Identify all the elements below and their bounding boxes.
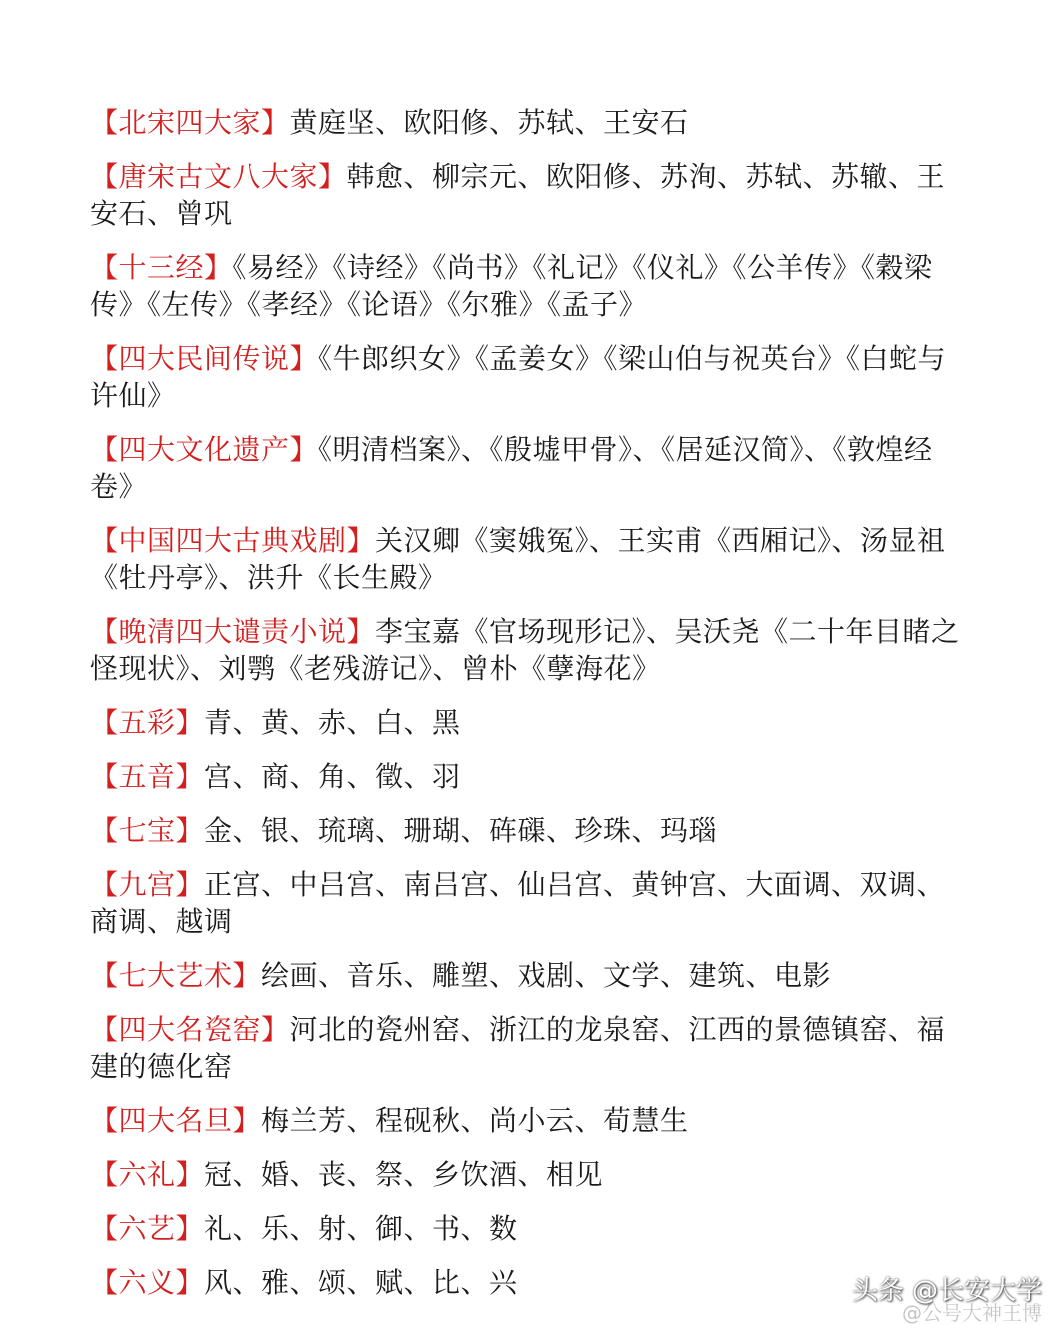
entry-northern-song-four-masters bbox=[90, 104, 970, 141]
entry-five-colors bbox=[90, 704, 970, 741]
entry-tag: 【四大名瓷窑】 bbox=[90, 1013, 290, 1046]
entry-content: 关汉卿《窦娥冤》、王实甫《西厢记》、汤显祖《牡丹亭》、洪升《长生殿》 bbox=[90, 524, 946, 594]
entry-six-arts bbox=[90, 1210, 970, 1247]
entry-four-famous-dan bbox=[90, 1102, 970, 1139]
entry-eight-prose-masters bbox=[90, 158, 970, 232]
entry-content: 绘画、音乐、雕塑、戏剧、文学、建筑、电影 bbox=[261, 959, 832, 992]
entry-tag: 【北宋四大家】 bbox=[90, 106, 290, 139]
entry-content: 青、黄、赤、白、黑 bbox=[204, 706, 461, 739]
entry-content: 正宫、中吕宫、南吕宫、仙吕宫、黄钟宫、大面调、双调、商调、越调 bbox=[90, 868, 946, 938]
entry-nine-modes bbox=[90, 866, 970, 940]
entry-five-tones bbox=[90, 758, 970, 795]
entry-tag: 【六义】 bbox=[90, 1266, 205, 1299]
entry-tag: 【七宝】 bbox=[90, 814, 205, 847]
entry-four-cultural-heritages bbox=[90, 431, 970, 505]
entry-four-satirical-novels bbox=[90, 613, 970, 687]
entry-tag: 【六礼】 bbox=[90, 1158, 205, 1191]
entry-six-principles bbox=[90, 1264, 970, 1301]
watermark: 头条 @长安大学 bbox=[851, 1276, 1042, 1306]
entry-content: 金、银、琉璃、珊瑚、砗磲、珍珠、玛瑙 bbox=[204, 814, 718, 847]
entry-seven-arts bbox=[90, 957, 970, 994]
entry-seven-treasures bbox=[90, 812, 970, 849]
entry-content: 河北的瓷州窑、浙江的龙泉窑、江西的景德镇窑、福建的德化窑 bbox=[90, 1013, 946, 1083]
entry-content: 风、雅、颂、赋、比、兴 bbox=[204, 1266, 518, 1299]
entry-tag: 【七大艺术】 bbox=[90, 959, 262, 992]
entry-tag: 【唐宋古文八大家】 bbox=[90, 160, 347, 193]
entry-tag: 【晚清四大谴责小说】 bbox=[90, 615, 376, 648]
entry-tag: 【四大文化遗产】 bbox=[90, 433, 319, 466]
entry-four-folk-legends bbox=[90, 340, 970, 414]
entry-content: 宫、商、角、徵、羽 bbox=[204, 760, 461, 793]
entry-content: 礼、乐、射、御、书、数 bbox=[204, 1212, 518, 1245]
entry-tag: 【中国四大古典戏剧】 bbox=[90, 524, 376, 557]
entry-six-rites bbox=[90, 1156, 970, 1193]
entry-tag: 【四大名旦】 bbox=[90, 1104, 262, 1137]
entry-content: 梅兰芳、程砚秋、尚小云、荀慧生 bbox=[261, 1104, 689, 1137]
entry-tag: 【六艺】 bbox=[90, 1212, 205, 1245]
watermark-sub: @公号大神王博 bbox=[902, 1301, 1042, 1325]
entry-tag: 【十三经】 bbox=[90, 251, 233, 284]
entry-content: 李宝嘉《官场现形记》、吴沃尧《二十年目睹之怪现状》、刘鹗《老残游记》、曾朴《孽海花》 bbox=[90, 615, 960, 685]
entry-tag: 【五彩】 bbox=[90, 706, 205, 739]
entry-four-porcelain-kilns bbox=[90, 1011, 970, 1085]
entry-four-classical-dramas bbox=[90, 522, 970, 596]
entry-tag: 【五音】 bbox=[90, 760, 205, 793]
entry-thirteen-classics bbox=[90, 249, 970, 323]
entry-tag: 【四大民间传说】 bbox=[90, 342, 319, 375]
entry-content: 《牛郎织女》《孟姜女》《梁山伯与祝英台》《白蛇与许仙》 bbox=[90, 342, 947, 412]
document-body bbox=[90, 104, 970, 1318]
entry-tag: 【九宫】 bbox=[90, 868, 205, 901]
entry-content: 韩愈、柳宗元、欧阳修、苏洵、苏轼、苏辙、王安石、曾巩 bbox=[90, 160, 946, 230]
entry-content: 《明清档案》、《殷墟甲骨》、《居延汉简》、《敦煌经卷》 bbox=[90, 433, 933, 503]
entry-content: 《易经》《诗经》《尚书》《礼记》《仪礼》《公羊传》《穀梁传》《左传》《孝经》《论语》《尔雅》《孟子》 bbox=[90, 251, 933, 321]
entry-content: 黄庭坚、欧阳修、苏轼、王安石 bbox=[289, 106, 689, 139]
entry-content: 冠、婚、丧、祭、乡饮酒、相见 bbox=[204, 1158, 604, 1191]
